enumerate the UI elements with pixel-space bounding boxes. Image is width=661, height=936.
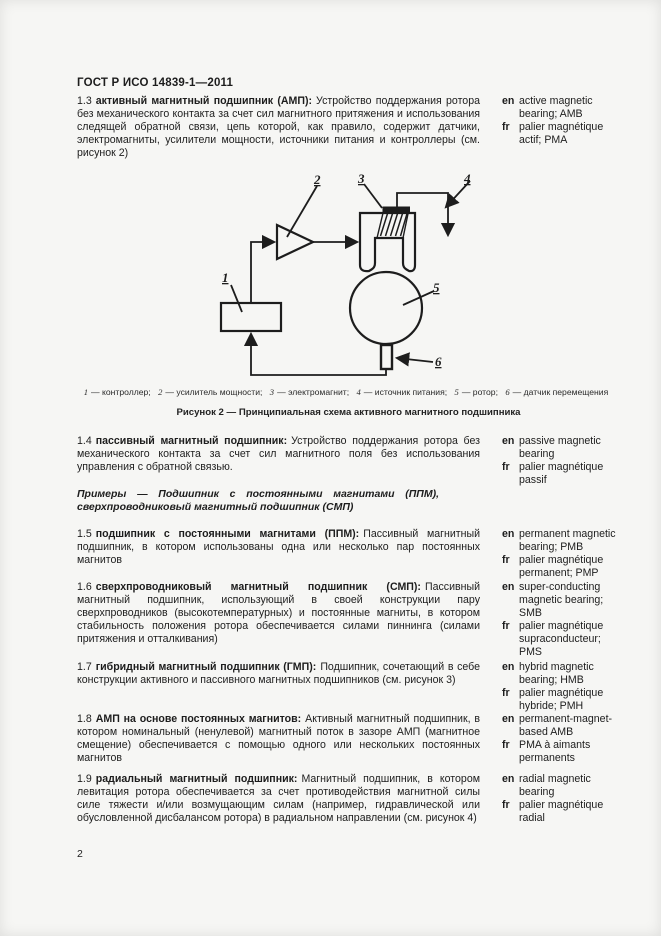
legend-text: — усилитель мощности;: [165, 387, 263, 397]
term-label: сверхпроводниковый магнитный подшипник (СМП):: [95, 581, 421, 593]
lang-label-en: en: [502, 661, 515, 673]
feedback-line: [251, 334, 386, 375]
definition-body: Пассивный магнитный подшипник, использующий в своей конструкции пару сверхпроводников (высокотемпературных) и постоянные магниты, в котором стабильность положения ротора обеспечивается силами пиннинга (силами притяжения и отталкивания): [77, 581, 480, 645]
translation-fr: palier magnétique supraconducteur; PMS: [519, 620, 604, 658]
definition-text: [77, 773, 480, 825]
callout-4: 4: [464, 172, 471, 186]
definition-text: [77, 528, 480, 567]
clause-number: 1.9: [77, 773, 92, 785]
term-label: гибридный магнитный подшипник (ГМП):: [95, 661, 317, 673]
callout-5: 5: [433, 280, 440, 295]
callout-3: 3: [358, 172, 365, 186]
legend-num: 5: [454, 387, 459, 397]
definition-1-3: [77, 95, 620, 160]
callout-leader-3: [364, 184, 382, 208]
translation-en: permanent magnetic bearing; PMB: [519, 528, 616, 553]
rotor-circle: [350, 272, 422, 344]
callout-6: 6: [435, 354, 442, 369]
translation-fr: palier magnétique hybride; PMH: [519, 687, 604, 712]
definition-1-7: [77, 661, 620, 713]
lang-label-fr: fr: [502, 739, 510, 751]
definition-body: Устройство поддержания ротора без механического контакта за счет сил магнитного поля без использования управления с обратной связью.: [77, 435, 480, 473]
lang-label-fr: fr: [502, 799, 510, 811]
translations: [502, 95, 620, 147]
definition-text: [77, 95, 480, 160]
translation-en: permanent-magnet-based AMB: [519, 713, 613, 738]
definition-text: [77, 581, 480, 646]
legend-text: — источник питания;: [363, 387, 448, 397]
figure-legend: [77, 387, 620, 397]
callout-1: 1: [222, 270, 229, 285]
translation-en: passive magnetic bearing: [519, 435, 601, 460]
clause-number: 1.7: [77, 661, 92, 673]
translation-fr: palier magnétique passif: [519, 461, 604, 486]
translations: [502, 713, 620, 765]
translations: [502, 661, 620, 713]
definition-text: [77, 435, 480, 474]
translation-fr: palier magnétique permanent; PMP: [519, 554, 604, 579]
translation-fr: PMA à aimants permanents: [519, 739, 591, 764]
clause-number: 1.4: [77, 435, 92, 447]
definition-1-6: [77, 581, 620, 659]
legend-num: 6: [505, 387, 510, 397]
translation-en: radial magnetic bearing: [519, 773, 591, 798]
coil-top-bar: [383, 207, 411, 213]
definition-text: [77, 713, 480, 765]
term-label: активный магнитный подшипник (АМП):: [95, 95, 313, 107]
examples-note: Примеры — Подшипник с постоянными магнитами (ППМ), сверхпроводниковый магнитный подшипник (СМП): [77, 488, 439, 513]
lang-label-fr: fr: [502, 461, 510, 473]
lang-label-en: en: [502, 581, 515, 593]
legend-num: 4: [356, 387, 361, 397]
clause-number: 1.5: [77, 528, 92, 540]
legend-num: 1: [83, 387, 89, 397]
definition-1-5: [77, 528, 620, 580]
definition-1-9: [77, 773, 620, 825]
translations: [502, 773, 620, 825]
definition-1-4: [77, 435, 620, 487]
lang-label-en: en: [502, 773, 515, 785]
figure-2: [170, 172, 490, 387]
definition-body: Пассивный магнитный подшипник, в котором использованы одна или несколько пар постоянных магнитов: [77, 528, 480, 566]
legend-text: — контроллер;: [91, 387, 151, 397]
lang-label-en: en: [502, 435, 515, 447]
translation-fr: palier magnétique actif; PMA: [519, 121, 604, 146]
lang-label-en: en: [502, 528, 515, 540]
controller-to-amplifier-line: [251, 242, 274, 303]
translations: [502, 581, 620, 659]
lang-label-fr: fr: [502, 687, 510, 699]
clause-number: 1.3: [77, 95, 92, 107]
definition-body: Устройство поддержания ротора без механического контакта за счет сил магнитного притяжения и использования следящей обратной связи, цепь которой, как правило, содержит датчики, электромагниты, усилители мощности, источники питания и контроллеры (см. рисунок 2): [77, 95, 480, 159]
translations: [502, 435, 620, 487]
term-label: радиальный магнитный подшипник:: [95, 773, 298, 785]
callout-leader-1: [231, 285, 242, 312]
callout-leader-6: [397, 358, 433, 362]
sensor-box: [381, 345, 392, 369]
lang-label-fr: fr: [502, 554, 510, 566]
legend-text: — датчик перемещения: [512, 387, 609, 397]
legend-text: — электромагнит;: [277, 387, 350, 397]
definition-body: Активный магнитный подшипник, в котором номинальный (ненулевой) магнитный поток в зазоре АМП (магнитное смещение) обеспечивается с помощью одного или нескольких постоянных магнитов: [77, 713, 480, 764]
figure-caption: Рисунок 2 — Принципиальная схема активного магнитного подшипника: [176, 407, 521, 418]
translations: [502, 528, 620, 580]
translation-en: active magnetic bearing; AMB: [519, 95, 593, 120]
lang-label-fr: fr: [502, 121, 510, 133]
legend-num: 2: [158, 387, 163, 397]
definition-body: Подшипник, сочетающий в себе конструкции активного и пассивного магнитных подшипников (см. рисунок 3): [77, 661, 480, 686]
page-header: ГОСТ Р ИСО 14839-1—2011: [77, 77, 234, 89]
legend-num: 3: [269, 387, 275, 397]
term-label: АМП на основе постоянных магнитов:: [95, 713, 302, 725]
definition-text: [77, 661, 480, 687]
term-label: пассивный магнитный подшипник:: [95, 435, 288, 447]
page-number: 2: [77, 848, 83, 860]
legend-text: — ротор;: [461, 387, 498, 397]
translation-en: super-conducting magnetic bearing; SMB: [519, 581, 604, 619]
definition-body: Магнитный подшипник, в котором левитация ротора обеспечивается за счет противодействия магнитной силы силе тяжести и/или возмущающим силам (например, гидравлической или обусловленной дисбалансом ротора) в радиальном направлении (см. рисунок 4): [77, 773, 480, 824]
translation-fr: palier magnétique radial: [519, 799, 604, 824]
translation-en: hybrid magnetic bearing; HMB: [519, 661, 594, 686]
callout-leader-2: [287, 186, 317, 237]
definition-1-8: [77, 713, 620, 765]
controller-box: [221, 303, 281, 331]
figure-diagram: [170, 172, 490, 387]
amplifier-triangle: [277, 225, 313, 259]
clause-number: 1.8: [77, 713, 92, 725]
lang-label-en: en: [502, 713, 515, 725]
lang-label-en: en: [502, 95, 515, 107]
term-label: подшипник с постоянными магнитами (ППМ):: [95, 528, 360, 540]
callout-2: 2: [314, 172, 321, 187]
lang-label-fr: fr: [502, 620, 510, 632]
clause-number: 1.6: [77, 581, 92, 593]
